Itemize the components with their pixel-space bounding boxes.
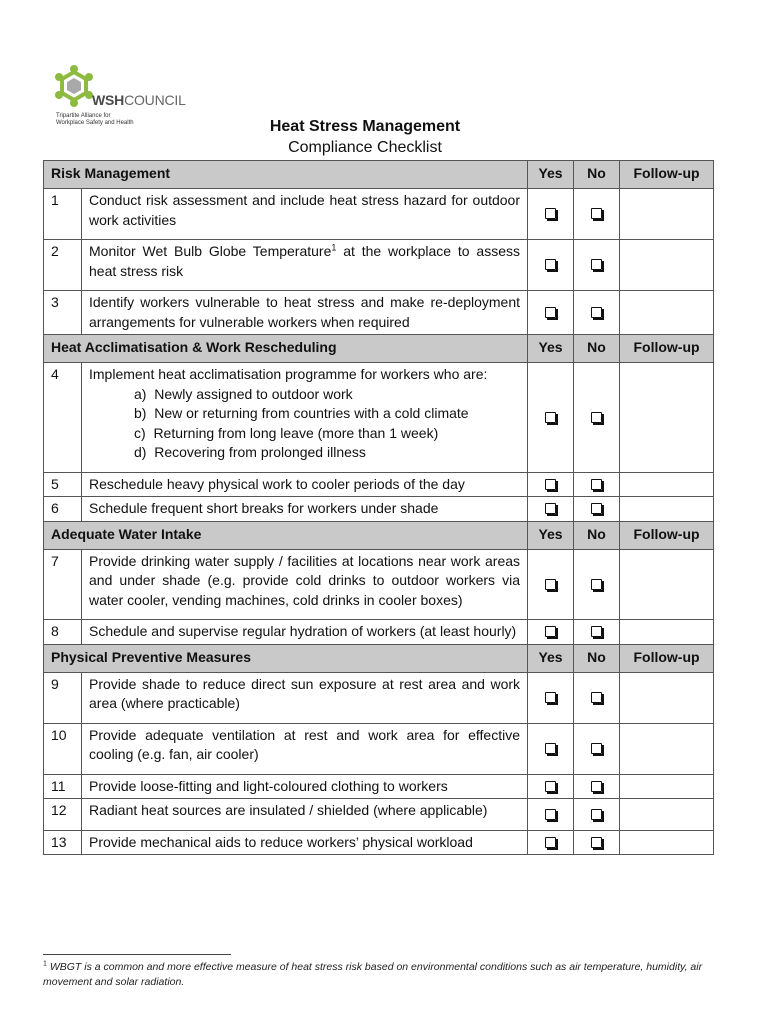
section-title: Heat Acclimatisation & Work Rescheduling xyxy=(44,335,528,363)
no-checkbox[interactable] xyxy=(591,743,602,754)
checklist-row xyxy=(44,799,714,831)
follow-up-column-header: Follow-up xyxy=(620,521,714,549)
no-checkbox[interactable] xyxy=(591,503,602,514)
yes-cell xyxy=(528,240,574,291)
yes-checkbox[interactable] xyxy=(545,208,556,219)
yes-cell xyxy=(528,363,574,473)
item-text xyxy=(82,774,528,799)
no-cell xyxy=(574,363,620,473)
item-number: 1 xyxy=(44,189,82,240)
item-number: 11 xyxy=(44,774,82,799)
item-text xyxy=(82,799,528,831)
follow-up-cell[interactable] xyxy=(620,363,714,473)
no-cell xyxy=(574,672,620,723)
item-text-main: Identify workers vulnerable to heat stress and make re-deployment arrangements for vulnerable workers when required xyxy=(89,294,521,330)
no-column-header: No xyxy=(574,644,620,672)
no-column-header: No xyxy=(574,335,620,363)
yes-cell xyxy=(528,620,574,645)
checklist-row xyxy=(44,240,714,291)
item-number: 7 xyxy=(44,549,82,620)
follow-up-column-header: Follow-up xyxy=(620,161,714,189)
item-text-main: Provide mechanical aids to reduce workers’ physical workload xyxy=(89,833,473,850)
no-checkbox[interactable] xyxy=(591,837,602,848)
checklist-row xyxy=(44,549,714,620)
logo-wordmark: WSHCOUNCIL xyxy=(92,92,186,108)
yes-cell xyxy=(528,472,574,497)
item-number: 13 xyxy=(44,830,82,855)
item-text xyxy=(82,472,528,497)
footnote-divider xyxy=(43,954,231,955)
yes-cell xyxy=(528,799,574,831)
logo-tagline: Tripartite Alliance for Workplace Safety and Health xyxy=(56,113,134,126)
item-text xyxy=(82,189,528,240)
yes-checkbox[interactable] xyxy=(545,412,556,423)
item-text-main: Schedule and supervise regular hydration of workers (at least hourly) xyxy=(89,623,517,639)
item-text-main: Schedule frequent short breaks for workers under shade xyxy=(89,500,439,516)
no-cell xyxy=(574,774,620,799)
sub-item: d) Recovering from prolonged illness xyxy=(134,444,366,460)
yes-cell xyxy=(528,774,574,799)
item-text-main: Provide shade to reduce direct sun exposure at rest area and work area (where practicable) xyxy=(89,675,521,711)
compliance-checklist-table xyxy=(43,160,714,855)
checklist-row xyxy=(44,830,714,855)
yes-cell xyxy=(528,723,574,774)
yes-cell xyxy=(528,672,574,723)
item-text xyxy=(82,723,528,774)
item-text xyxy=(82,240,528,291)
no-column-header: No xyxy=(574,161,620,189)
yes-checkbox[interactable] xyxy=(545,626,556,637)
section-header-row xyxy=(44,335,714,363)
item-number: 8 xyxy=(44,620,82,645)
yes-column-header: Yes xyxy=(528,161,574,189)
follow-up-cell[interactable] xyxy=(620,672,714,723)
yes-checkbox[interactable] xyxy=(545,579,556,590)
no-cell xyxy=(574,497,620,522)
item-text xyxy=(82,497,528,522)
yes-column-header: Yes xyxy=(528,644,574,672)
follow-up-column-header: Follow-up xyxy=(620,335,714,363)
item-text xyxy=(82,620,528,645)
sub-item: a) Newly assigned to outdoor work xyxy=(134,385,353,402)
no-cell xyxy=(574,549,620,620)
no-checkbox[interactable] xyxy=(591,579,602,590)
item-number: 3 xyxy=(44,291,82,335)
no-checkbox[interactable] xyxy=(591,412,602,423)
item-text-main: Radiant heat sources are insulated / shielded (where applicable) xyxy=(89,802,488,818)
no-checkbox[interactable] xyxy=(591,809,602,820)
no-cell xyxy=(574,723,620,774)
checklist-row xyxy=(44,620,714,645)
item-text-part: Monitor Wet Bulb Globe Temperature xyxy=(89,243,332,259)
item-text xyxy=(82,291,528,335)
no-cell xyxy=(574,472,620,497)
footnote-ref: 1 xyxy=(331,242,337,253)
follow-up-cell[interactable] xyxy=(620,240,714,291)
yes-cell xyxy=(528,291,574,335)
checklist-row xyxy=(44,291,714,335)
item-number: 4 xyxy=(44,363,82,473)
yes-checkbox[interactable] xyxy=(545,743,556,754)
follow-up-cell[interactable] xyxy=(620,620,714,645)
item-number: 10 xyxy=(44,723,82,774)
section-header-row xyxy=(44,644,714,672)
no-cell xyxy=(574,189,620,240)
no-checkbox[interactable] xyxy=(591,307,602,318)
item-text-main: Provide loose-fitting and light-coloured clothing to workers xyxy=(89,777,448,794)
follow-up-column-header: Follow-up xyxy=(620,644,714,672)
follow-up-cell[interactable] xyxy=(620,723,714,774)
item-text xyxy=(82,549,528,620)
follow-up-cell[interactable] xyxy=(620,774,714,799)
yes-cell xyxy=(528,497,574,522)
item-text-part: at the workplace to assess heat stress risk xyxy=(89,243,520,279)
item-text-main: Implement heat acclimatisation programme for workers who are: xyxy=(89,366,488,382)
yes-checkbox[interactable] xyxy=(545,809,556,820)
no-cell xyxy=(574,830,620,855)
footnote: $^1$ WBGT is a common and more effective measure of heat stress risk based on environmental conditions such as air temperature, humidity, air movement and solar radiation. xyxy=(43,960,703,988)
section-header-row xyxy=(44,521,714,549)
follow-up-cell[interactable] xyxy=(620,472,714,497)
page-subtitle: Compliance Checklist xyxy=(288,139,442,156)
no-column-header: No xyxy=(574,521,620,549)
no-checkbox[interactable] xyxy=(591,692,602,703)
checklist-row xyxy=(44,363,714,473)
checklist-row xyxy=(44,672,714,723)
item-number: 12 xyxy=(44,799,82,831)
item-text xyxy=(82,363,528,473)
no-checkbox[interactable] xyxy=(591,626,602,637)
checklist-row xyxy=(44,497,714,522)
item-text-main: Provide adequate ventilation at rest and work area for effective cooling (e.g. fan, air cooler) xyxy=(89,726,521,762)
checklist-row xyxy=(44,472,714,497)
yes-checkbox[interactable] xyxy=(545,503,556,514)
no-cell xyxy=(574,240,620,291)
yes-cell xyxy=(528,830,574,855)
no-cell xyxy=(574,620,620,645)
follow-up-cell[interactable] xyxy=(620,549,714,620)
item-text-main: Reschedule heavy physical work to cooler periods of the day xyxy=(89,475,465,492)
no-checkbox[interactable] xyxy=(591,781,602,792)
follow-up-cell[interactable] xyxy=(620,189,714,240)
item-number: 9 xyxy=(44,672,82,723)
item-text-main: Provide drinking water supply / facilities at locations near work areas and under shade (e.g. provide cold drinks to outdoor workers via water cooler, vending machines, cold drinks in cooler boxes) xyxy=(89,552,521,608)
checklist-row xyxy=(44,189,714,240)
no-checkbox[interactable] xyxy=(591,208,602,219)
yes-checkbox[interactable] xyxy=(545,837,556,848)
yes-checkbox[interactable] xyxy=(545,479,556,490)
yes-cell xyxy=(528,549,574,620)
no-cell xyxy=(574,799,620,831)
item-text xyxy=(82,672,528,723)
item-number: 5 xyxy=(44,472,82,497)
yes-checkbox[interactable] xyxy=(545,781,556,792)
follow-up-cell[interactable] xyxy=(620,830,714,855)
section-title: Risk Management xyxy=(44,161,528,189)
sub-item: b) New or returning from countries with a cold climate xyxy=(134,405,469,421)
yes-cell xyxy=(528,189,574,240)
item-number: 6 xyxy=(44,497,82,522)
section-title: Adequate Water Intake xyxy=(44,521,528,549)
follow-up-cell[interactable] xyxy=(620,497,714,522)
item-text xyxy=(82,830,528,855)
yes-checkbox[interactable] xyxy=(545,307,556,318)
yes-column-header: Yes xyxy=(528,335,574,363)
section-title: Physical Preventive Measures xyxy=(44,644,528,672)
no-checkbox[interactable] xyxy=(591,479,602,490)
sub-item-list xyxy=(89,385,520,463)
follow-up-cell[interactable] xyxy=(620,291,714,335)
item-number: 2 xyxy=(44,240,82,291)
yes-checkbox[interactable] xyxy=(545,692,556,703)
item-text-main: Conduct risk assessment and include heat stress hazard for outdoor work activities xyxy=(89,192,521,228)
yes-column-header: Yes xyxy=(528,521,574,549)
checklist-row xyxy=(44,774,714,799)
no-checkbox[interactable] xyxy=(591,259,602,270)
yes-checkbox[interactable] xyxy=(545,259,556,270)
sub-item: c) Returning from long leave (more than 1 week) xyxy=(134,424,439,441)
section-header-row xyxy=(44,161,714,189)
follow-up-cell[interactable] xyxy=(620,799,714,831)
no-cell xyxy=(574,291,620,335)
page-title: Heat Stress Management xyxy=(269,118,461,135)
checklist-row xyxy=(44,723,714,774)
wsh-council-emblem-icon xyxy=(52,64,96,108)
